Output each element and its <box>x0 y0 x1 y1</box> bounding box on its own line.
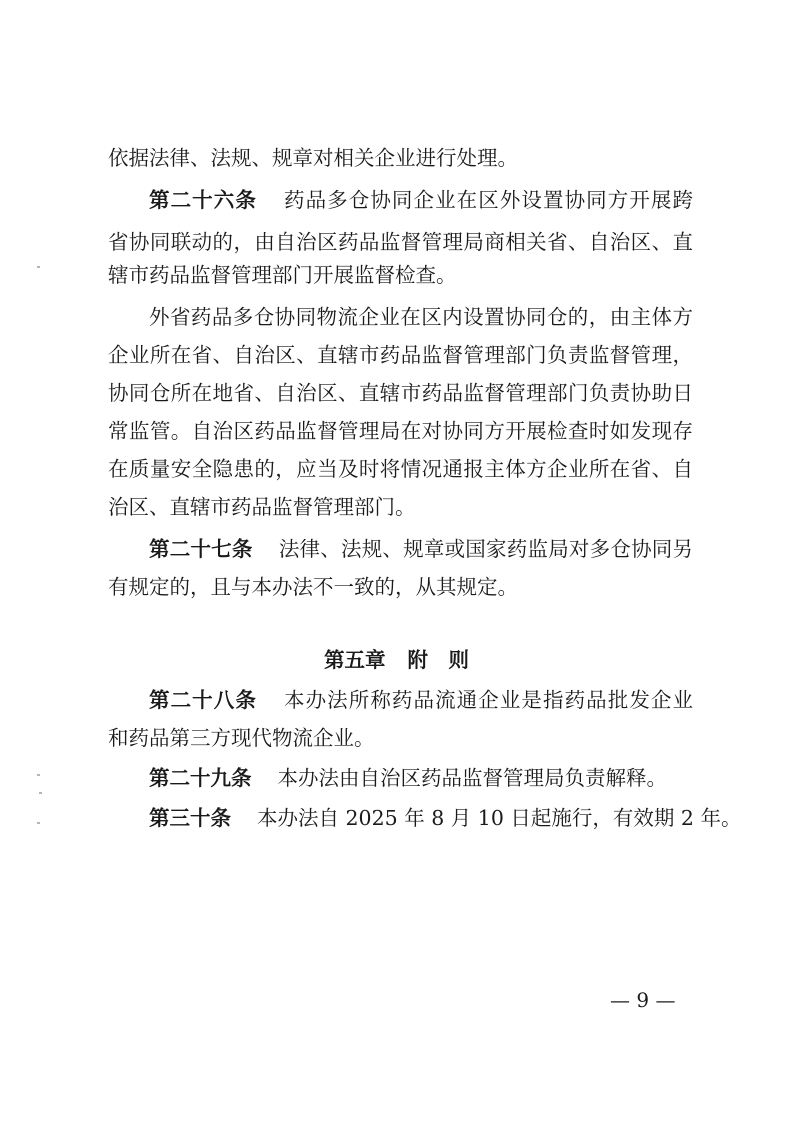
text-line: 本办法由自治区药品监督管理局负责解释。 <box>277 766 667 790</box>
scan-speck <box>37 774 40 776</box>
article-30-line-1 <box>108 801 742 835</box>
text-line: 协同仓所在地省、自治区、直辖市药品监督管理部门负责协助日 <box>108 381 693 405</box>
chapter-title: 附 则 <box>407 648 469 672</box>
article-28-line-1 <box>108 683 693 717</box>
scan-speck <box>37 266 40 268</box>
article-26-line-3 <box>108 258 693 292</box>
paragraph-line-2 <box>108 338 693 372</box>
paragraph-line-3 <box>108 376 693 410</box>
text-line: 依据法律、法规、规章对相关企业进行处理。 <box>108 146 518 170</box>
text-line: 企业所在省、自治区、直辖市药品监督管理部门负责监督管理， <box>108 343 693 367</box>
paragraph-line-1 <box>108 300 693 334</box>
paragraph-line-4 <box>108 414 693 448</box>
article-28-line-2 <box>108 721 693 755</box>
scan-speck <box>39 792 42 794</box>
paragraph-line-6 <box>108 490 693 524</box>
page-number: — 9 — <box>610 988 676 1012</box>
article-29-line-1 <box>108 761 693 795</box>
chapter-number: 第五章 <box>324 648 386 672</box>
text-line: 本办法所称药品流通企业是指药品批发企业 <box>282 688 694 712</box>
article-27-line-1 <box>108 532 693 566</box>
text-line: 在质量安全隐患的，应当及时将情况通报主体方企业所在省、自 <box>108 457 693 481</box>
text-line: 外省药品多仓协同物流企业在区内设置协同仓的，由主体方 <box>149 305 693 329</box>
text-line: 省协同联动的，由自治区药品监督管理局商相关省、自治区、直 <box>108 230 693 254</box>
text-line: 法律、法规、规章或国家药监局对多仓协同另 <box>278 537 694 561</box>
text-line: 有规定的，且与本办法不一致的，从其规定。 <box>108 575 518 599</box>
text-line: 和药品第三方现代物流企业。 <box>108 726 375 750</box>
article-number: 第二十六条 <box>149 188 257 212</box>
article-26-line-2 <box>108 225 693 259</box>
scan-speck <box>37 822 40 824</box>
article-number: 第二十七条 <box>149 537 253 561</box>
article-26-line-1 <box>108 183 693 217</box>
article-number: 第二十八条 <box>149 688 257 712</box>
text-line: 本办法自 2025 年 8 月 10 日起施行，有效期 2 年。 <box>257 806 742 830</box>
article-number: 第二十九条 <box>149 766 252 790</box>
article-27-line-2 <box>108 570 693 604</box>
chapter-heading <box>0 643 793 677</box>
text-line: 治区、直辖市药品监督管理部门。 <box>108 495 416 519</box>
paragraph-continuation <box>108 141 693 175</box>
text-line: 辖市药品监督管理部门开展监督检查。 <box>108 263 457 287</box>
text-line: 常监管。自治区药品监督管理局在对协同方开展检查时如发现存 <box>108 419 693 443</box>
text-line: 药品多仓协同企业在区外设置协同方开展跨 <box>282 188 694 212</box>
article-number: 第三十条 <box>149 806 231 830</box>
paragraph-line-5 <box>108 452 693 486</box>
